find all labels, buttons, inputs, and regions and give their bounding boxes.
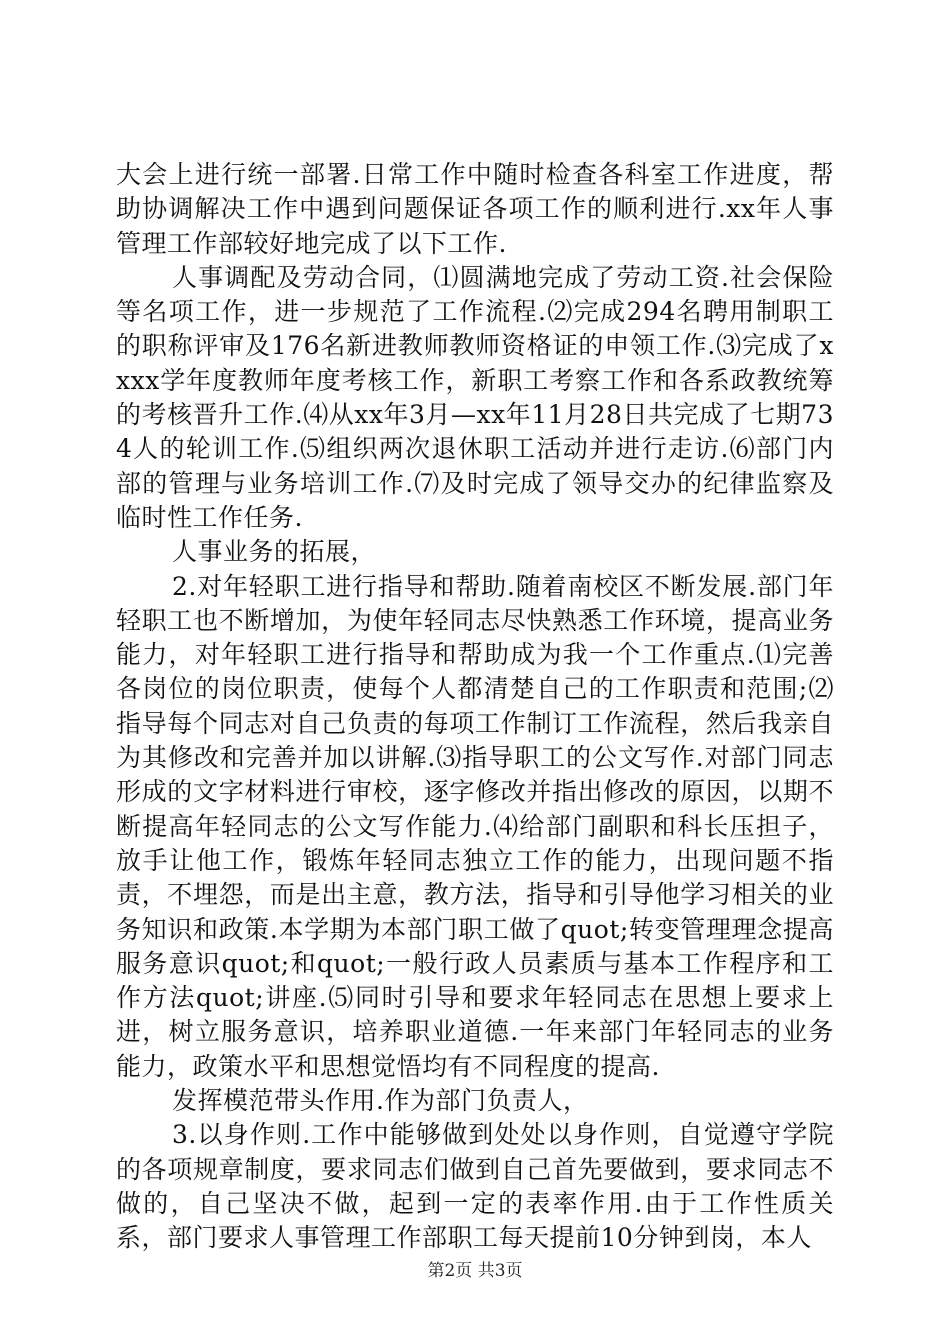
paragraph-personnel-allocation: 人事调配及劳动合同，⑴圆满地完成了劳动工资.社会保险等名项工作，进一步规范了工作流程.⑵完成294名聘用制职工的职称评审及176名新进教师教师资格证的申领工作.⑶完成了xxxx学年度教师年度考核工作，新职工考察工作和各系政教统筹的考核晋升工作.⑷从xx年3月—xx年11月28日共完成了七期734人的轮训工作.⑸组织两次退休职工活动并进行走访.⑹部门内部的管理与业务培训工作.⑺及时完成了领导交办的纪律监察及临时性工作任务. bbox=[116, 262, 834, 532]
paragraph-lead-by-example: 3.以身作则.工作中能够做到处处以身作则，自觉遵守学院的各项规章制度，要求同志们做到自己首先要做到，要求同志不做的，自己坚决不做，起到一定的表率作用.由于工作性质关系，部门要求人事管理工作部职工每天提前10分钟到岗，本人 bbox=[116, 1120, 834, 1253]
paragraph-continuation: 大会上进行统一部署.日常工作中随时检查各科室工作进度，帮助协调解决工作中遇到问题保证各项工作的顺利进行.xx年人事管理工作部较好地完成了以下工作. bbox=[116, 160, 834, 258]
paragraph-role-model-heading: 发挥模范带头作用.作为部门负责人， bbox=[172, 1086, 589, 1116]
document-body bbox=[116, 158, 834, 1256]
page-number-label: 第2页 共3页 bbox=[427, 1261, 523, 1281]
paragraph-young-staff-guidance: 2.对年轻职工进行指导和帮助.随着南校区不断发展.部门年轻职工也不断增加，为使年轻同志尽快熟悉工作环境，提高业务能力，对年轻职工进行指导和帮助成为我一个工作重点.⑴完善各岗位的岗位职责，使每个人都清楚自己的工作职责和范围;⑵指导每个同志对自己负责的每项工作制订工作流程，然后我亲自为其修改和完善并加以讲解.⑶指导职工的公文写作.对部门同志形成的文字材料进行审校，逐字修改并指出修改的原因，以期不断提高年轻同志的公文写作能力.⑷给部门副职和科长压担子，放手让他工作，锻炼年轻同志独立工作的能力，出现问题不指责，不埋怨，而是出主意，教方法，指导和引导他学习相关的业务知识和政策.本学期为本部门职工做了quot;转变管理理念提高服务意识quot;和quot;一般行政人员素质与基本工作程序和工作方法quot;讲座.⑸同时引导和要求年轻同志在思想上要求上进，树立服务意识，培养职业道德.一年来部门年轻同志的业务能力，政策水平和思想觉悟均有不同程度的提高. bbox=[116, 571, 834, 1081]
page-footer bbox=[0, 1260, 950, 1282]
paragraph-business-expansion-heading: 人事业务的拓展， bbox=[172, 537, 377, 567]
